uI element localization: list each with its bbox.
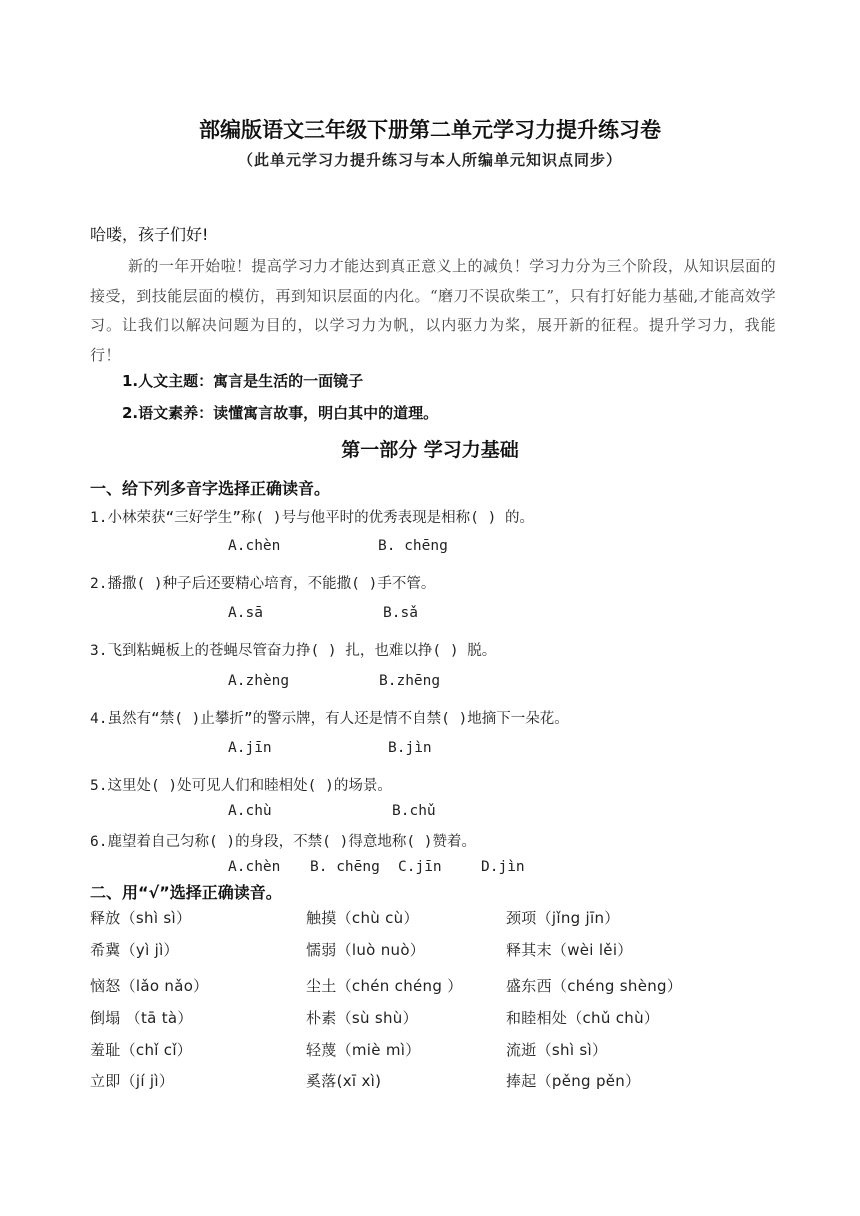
pinyin-item: 懦弱（luò nuò） — [306, 941, 426, 959]
option-6b: B. chēng — [310, 859, 380, 875]
section2-heading: 二、用“√”选择正确读音。 — [90, 883, 282, 902]
pinyin-item: 释放（shì sì） — [90, 909, 192, 927]
pinyin-item: 流逝（shì sì） — [506, 1041, 608, 1059]
theme-humanistic: 1.人文主题：寓言是生活的一面镜子 — [122, 372, 364, 390]
pinyin-item: 颈项（jǐng jīn） — [506, 909, 620, 927]
option-6d: D.jìn — [481, 859, 525, 875]
option-3b: B.zhēng — [379, 673, 441, 689]
pinyin-item: 轻蔑（miè mì） — [306, 1041, 421, 1059]
page-subtitle: （此单元学习力提升练习与本人所编单元知识点同步） — [237, 151, 622, 169]
option-6a: A.chèn — [228, 859, 281, 875]
option-1b: B. chēng — [378, 538, 448, 554]
pinyin-item: 朴素（sù shù） — [306, 1009, 418, 1027]
option-5b: B.chǔ — [392, 803, 436, 819]
page-title: 部编版语文三年级下册第二单元学习力提升练习卷 — [199, 118, 661, 142]
option-4b: B.jìn — [388, 740, 432, 756]
pinyin-item: 希冀（yì jì） — [90, 941, 179, 959]
question-4: 4.虽然有“禁( )止攀折”的警示牌，有人还是情不自禁( )地摘下一朵花。 — [90, 711, 569, 727]
part-title: 第一部分 学习力基础 — [341, 439, 519, 461]
question-2: 2.播撒( )种子后还要精心培育，不能撒( )手不管。 — [90, 576, 436, 592]
question-3: 3.飞到粘蝇板上的苍蝇尽管奋力挣( ) 扎，也难以挣( ) 脱。 — [90, 643, 497, 659]
option-3a: A.zhèng — [228, 673, 290, 689]
greeting: 哈喽，孩子们好! — [90, 225, 209, 244]
question-1: 1.小林荣获“三好学生”称( )号与他平时的优秀表现是相称( ) 的。 — [90, 510, 535, 526]
question-5: 5.这里处( )处可见人们和睦相处( )的场景。 — [90, 778, 392, 794]
pinyin-item: 羞耻（chǐ cǐ） — [90, 1041, 193, 1059]
intro-paragraph: 新的一年开始啦！提高学习力才能达到真正意义上的减负！学习力分为三个阶段，从知识层面的接受，到技能层面的模仿，再到知识层面的内化。“磨刀不误砍柴工”，只有打好能力基础,才能高效学习。让我们以解决问题为目的，以学习力为帆，以内驱力为桨，展开新的征程。提升学习力，我能行！ — [90, 257, 776, 364]
option-2b: B.sǎ — [383, 605, 418, 621]
option-2a: A.sā — [228, 605, 263, 621]
pinyin-item: 和睦相处（chǔ chù） — [506, 1009, 660, 1027]
option-6c: C.jīn — [398, 859, 442, 875]
pinyin-item: 尘土（chén chéng ） — [306, 977, 463, 995]
pinyin-item: 奚落(xī xì) — [306, 1072, 382, 1090]
pinyin-item: 倒塌 （tā tà） — [90, 1009, 193, 1027]
pinyin-item: 捧起（pěng pěn） — [506, 1072, 641, 1090]
section1-heading: 一、给下列多音字选择正确读音。 — [90, 479, 331, 498]
theme-literacy: 2.语文素养：读懂寓言故事，明白其中的道理。 — [122, 404, 439, 422]
pinyin-item: 立即（jí jì） — [90, 1072, 175, 1090]
question-6: 6.鹿望着自己匀称( )的身段，不禁( )得意地称( )赞着。 — [90, 834, 477, 850]
option-4a: A.jīn — [228, 740, 272, 756]
pinyin-item: 恼怒（lǎo nǎo） — [90, 977, 209, 995]
pinyin-item: 释其末（wèi lěi） — [506, 941, 633, 959]
option-5a: A.chù — [228, 803, 272, 819]
pinyin-item: 盛东西（chéng shèng） — [506, 977, 683, 995]
pinyin-item: 触摸（chù cù） — [306, 909, 419, 927]
option-1a: A.chèn — [228, 538, 281, 554]
